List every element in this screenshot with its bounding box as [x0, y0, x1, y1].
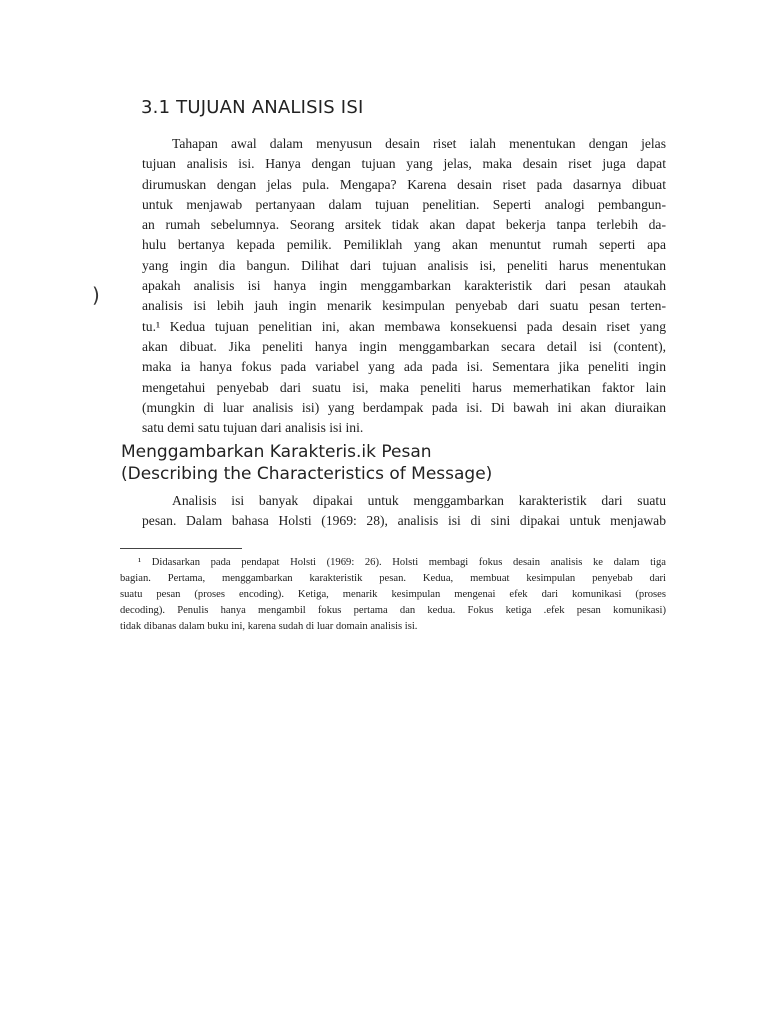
- footnote-line: ¹ Didasarkan pada pendapat Holsti (1969: 26). Holsti membagi fokus desain analisis ke dalam tiga: [138, 557, 666, 568]
- subheading-line: Menggambarkan Karakteris.ik Pesan: [121, 442, 432, 462]
- section-title: 3.1 TUJUAN ANALISIS ISI: [141, 97, 364, 118]
- paragraph-line: hulu bertanya kepada pemilik. Pemiliklah yang akan menuntut rumah seperti apa: [142, 237, 666, 253]
- paragraph-line: dirumuskan dengan jelas pula. Mengapa? Karena desain riset pada dasarnya dibuat: [142, 176, 666, 192]
- paragraph-line: Analisis isi banyak dipakai untuk menggambarkan karakteristik dari suatu: [172, 493, 666, 508]
- paragraph-line: akan dibuat. Jika peneliti hanya ingin menggambarkan secara detail isi (content),: [142, 338, 666, 354]
- paragraph-line: maka ia hanya fokus pada variabel yang ada pada isi. Sementara jika peneliti ingin: [142, 359, 666, 375]
- paragraph-line: tu.¹ Kedua tujuan penelitian ini, akan membawa konsekuensi pada desain riset yang: [142, 318, 666, 334]
- paragraph-line: pesan. Dalam bahasa Holsti (1969: 28), analisis isi di sini dipakai untuk menjawab: [142, 513, 666, 529]
- footnote: [120, 555, 666, 635]
- footnote-divider: [120, 548, 242, 549]
- paragraph-line: Tahapan awal dalam menyusun desain riset ialah menentukan dengan jelas: [172, 136, 666, 151]
- paragraph-line: an rumah sebelumnya. Seorang arsitek tidak akan dapat bekerja tanpa terlebih da-: [142, 217, 666, 233]
- paragraph-line: satu demi satu tujuan dari analisis isi ini.: [142, 420, 364, 436]
- paragraph-holsti: [142, 491, 666, 532]
- footnote-line: suatu pesan (proses encoding). Ketiga, menarik kesimpulan mengenai efek dari komunikasi (proses: [120, 589, 666, 600]
- subheading-describing-characteristics: [121, 441, 492, 485]
- paragraph-line: mengetahui penyebab dari suatu isi, maka peneliti harus memerhatikan faktor lain: [142, 379, 666, 395]
- paragraph-line: apakah analisis isi hanya ingin menggambarkan karakteristik dari pesan ataukah: [142, 278, 666, 294]
- paragraph-line: untuk menjawab pertanyaan dalam tujuan penelitian. Seperti analogi pembangun-: [142, 196, 666, 212]
- paragraph-tujuan-analisis: [142, 134, 666, 438]
- subheading-line: (Describing the Characteristics of Message): [121, 464, 493, 484]
- footnote-line: tidak dibanas dalam buku ini, karena sudah di luar domain analisis isi.: [120, 621, 418, 632]
- paragraph-line: analisis isi lebih jauh ingin menarik kesimpulan penyebab dari suatu pesan terten-: [142, 298, 666, 314]
- paragraph-line: tujuan analisis isi. Hanya dengan tujuan yang jelas, maka desain riset juga dapat: [142, 156, 666, 172]
- paragraph-line: yang ingin dia bangun. Dilihat dari tujuan analisis isi, peneliti harus menentukan: [142, 257, 666, 273]
- footnote-line: decoding). Penulis hanya mengambil fokus pertama dan kedua. Fokus ketiga .efek pesan komunikasi): [120, 605, 666, 616]
- margin-mark: ): [92, 283, 100, 307]
- footnote-line: bagian. Pertama, menggambarkan karakteristik pesan. Kedua, membuat kesimpulan penyebab dari: [120, 573, 666, 584]
- paragraph-line: (mungkin di luar analisis isi) yang berdampak pada isi. Di bawah ini akan diuraikan: [142, 399, 666, 415]
